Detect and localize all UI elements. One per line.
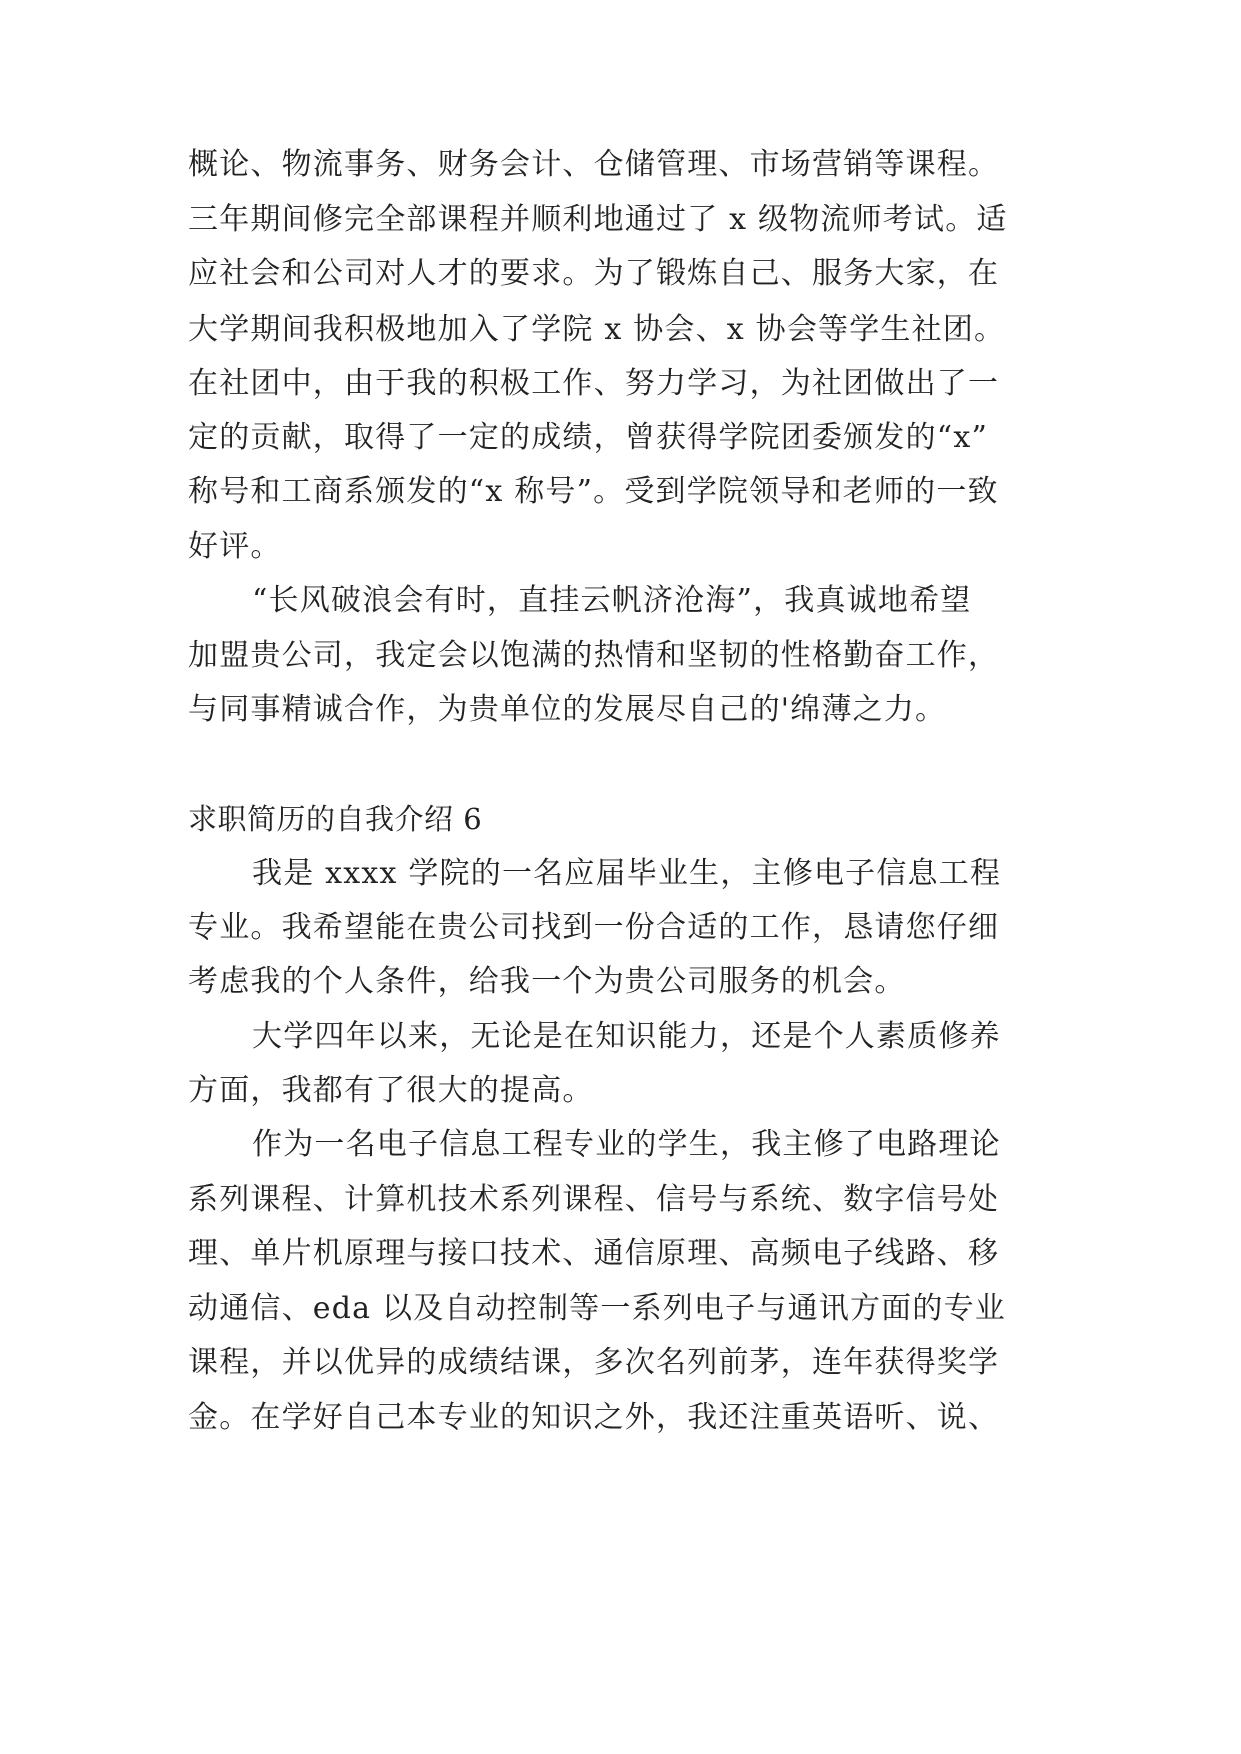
text-line: 定的贡献，取得了一定的成绩，曾获得学院团委颁发的“x” bbox=[188, 420, 988, 455]
text-line: 课程，并以优异的成绩结课，多次名列前茅，连年获得奖学 bbox=[188, 1345, 1000, 1380]
text-line: 大学期间我积极地加入了学院 x 协会、x 协会等学生社团。 bbox=[188, 312, 1006, 347]
text-line: 考虑我的个人条件，给我一个为贵公司服务的机会。 bbox=[188, 964, 906, 999]
text-line: 在社团中，由于我的积极工作、努力学习，为社团做出了一 bbox=[188, 366, 1000, 401]
text-line: 应社会和公司对人才的要求。为了锻炼自己、服务大家，在 bbox=[188, 256, 1000, 291]
text-line: 三年期间修完全部课程并顺利地通过了 x 级物流师考试。适 bbox=[188, 202, 1008, 237]
text-line: 方面，我都有了很大的提高。 bbox=[188, 1073, 594, 1108]
text-line: 系列课程、计算机技术系列课程、信号与系统、数字信号处 bbox=[188, 1182, 1000, 1217]
text-line: 好评。 bbox=[188, 529, 282, 564]
text-line: 专业。我希望能在贵公司找到一份合适的工作，恳请您仔细 bbox=[188, 910, 1000, 945]
text-line: 动通信、eda 以及自动控制等一系列电子与通讯方面的专业 bbox=[188, 1291, 1006, 1326]
text-line: 概论、物流事务、财务会计、仓储管理、市场营销等课程。 bbox=[188, 147, 1000, 182]
section-heading: 求职简历的自我介绍 6 bbox=[188, 802, 483, 836]
text-line: 大学四年以来，无论是在知识能力，还是个人素质修养 bbox=[252, 1019, 1001, 1054]
text-line: 我是 xxxx 学院的一名应届毕业生，主修电子信息工程 bbox=[252, 856, 1002, 891]
text-line: 作为一名电子信息工程专业的学生，我主修了电路理论 bbox=[252, 1127, 1001, 1162]
text-line: 加盟贵公司，我定会以饱满的热情和坚韧的性格勤奋工作， bbox=[188, 638, 1000, 673]
text-line: 称号和工商系颁发的“x 称号”。受到学院领导和老师的一致 bbox=[188, 474, 999, 509]
text-line: 理、单片机原理与接口技术、通信原理、高频电子线路、移 bbox=[188, 1236, 1000, 1271]
text-line: 金。在学好自己本专业的知识之外，我还注重英语听、说、 bbox=[188, 1400, 1000, 1435]
text-line: “长风破浪会有时，直挂云帆济沧海”，我真诚地希望 bbox=[252, 583, 972, 618]
text-line: 与同事精诚合作，为贵单位的发展尽自己的'绵薄之力。 bbox=[188, 692, 947, 727]
